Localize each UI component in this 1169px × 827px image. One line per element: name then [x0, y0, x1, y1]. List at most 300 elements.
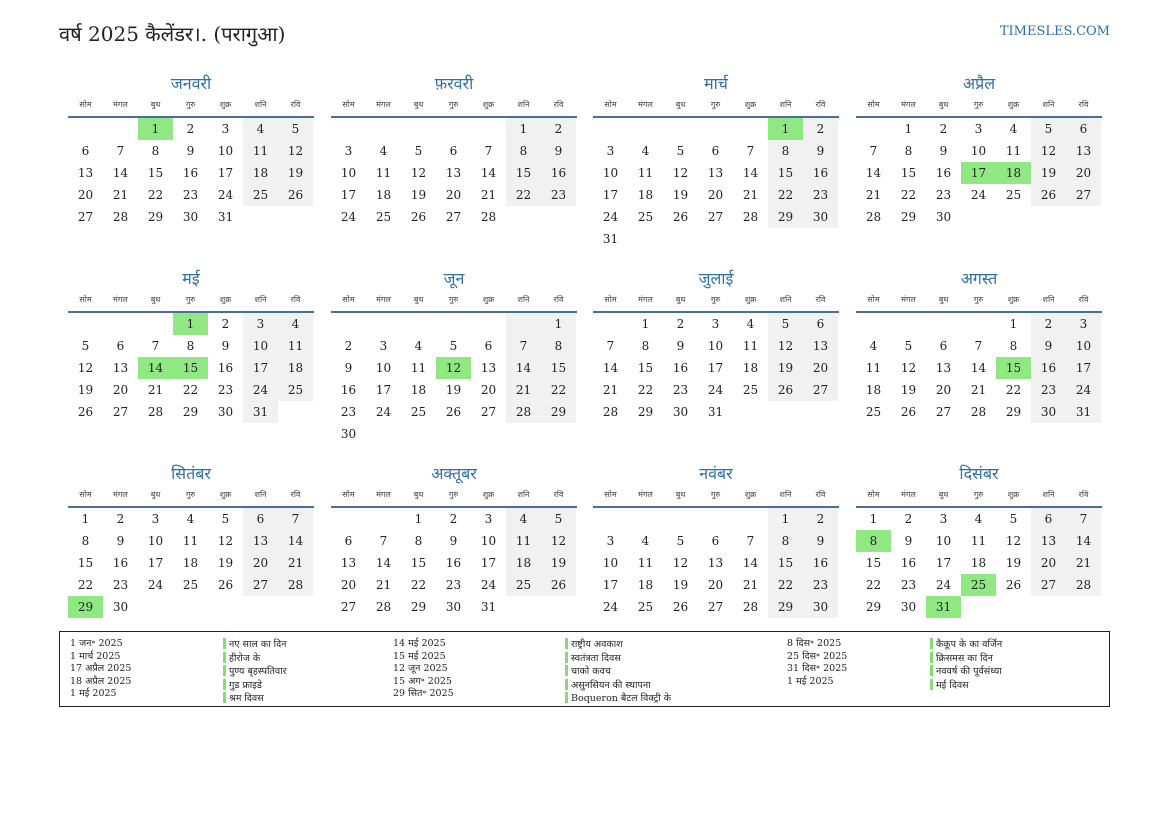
holiday-color-marker: [565, 692, 568, 703]
day-cell: 20: [707, 188, 724, 202]
day-cell: 30: [803, 596, 838, 618]
holiday-color-marker: [565, 665, 568, 676]
weekday-label: गुरु: [710, 100, 721, 109]
day-cell: 14: [375, 556, 392, 570]
weekday-label: शनि: [779, 100, 792, 109]
day-cell: 2: [221, 317, 230, 331]
day-cell: 22: [410, 578, 427, 592]
day-cell: 23: [803, 184, 838, 206]
legend-text: Boqueron बैटल विक्ट्री के: [571, 693, 672, 704]
month-block: [331, 462, 577, 618]
holiday-color-marker: [930, 638, 933, 649]
weekday-label: शनि: [1042, 295, 1055, 304]
day-cell: 8: [641, 339, 650, 353]
month-name: सितंबर: [171, 464, 211, 483]
day-cell: 28: [112, 210, 129, 224]
day-cell: 2: [1031, 313, 1066, 335]
day-grid: [68, 508, 314, 618]
day-cell: 13: [112, 361, 129, 375]
legend-text: 31 दिस॰ 2025: [787, 663, 848, 674]
day-cell: 12: [410, 166, 427, 180]
day-cell: 25: [961, 574, 996, 596]
site-link[interactable]: TIMESLES.COM: [999, 24, 1110, 39]
day-cell: 5: [1009, 512, 1018, 526]
day-cell: 18: [742, 361, 759, 375]
empty-cell: [103, 118, 138, 140]
day-cell: 22: [768, 574, 803, 596]
day-cell: 2: [904, 512, 913, 526]
empty-cell: [663, 508, 698, 530]
holiday-color-marker: [223, 679, 226, 690]
day-cell: 26: [900, 405, 917, 419]
day-cell: 29: [147, 210, 164, 224]
empty-cell: [733, 118, 768, 140]
holiday-color-marker: [565, 679, 568, 690]
day-cell: 19: [278, 162, 313, 184]
day-cell: 10: [602, 556, 619, 570]
weekday-label: मंगल: [376, 490, 391, 499]
day-cell: 23: [803, 574, 838, 596]
day-grid: [593, 118, 839, 250]
day-cell: 11: [865, 361, 882, 375]
day-cell: 20: [1031, 552, 1066, 574]
day-cell: 18: [996, 162, 1031, 184]
day-cell: 26: [410, 210, 427, 224]
day-cell: 26: [217, 578, 234, 592]
weekday-label: मंगल: [901, 100, 916, 109]
month-block: [68, 72, 314, 228]
day-cell: 29: [541, 401, 576, 423]
month-name: मई: [182, 269, 200, 288]
legend-text: 29 सित॰ 2025: [393, 688, 454, 699]
day-cell: 14: [506, 357, 541, 379]
weekday-label: शनि: [254, 100, 267, 109]
day-cell: 27: [707, 210, 724, 224]
legend-entry: [70, 676, 131, 689]
day-cell: 4: [506, 508, 541, 530]
day-cell: 27: [803, 379, 838, 401]
day-cell: 28: [970, 405, 987, 419]
legend-text: 25 दिस॰ 2025: [787, 650, 848, 662]
day-cell: 19: [541, 552, 576, 574]
day-cell: 15: [996, 357, 1031, 379]
weekday-label: शुक्र: [219, 295, 232, 304]
month-block: [856, 267, 1102, 423]
day-cell: 8: [541, 335, 576, 357]
holiday-color-marker: [223, 692, 226, 703]
day-cell: 6: [116, 339, 125, 353]
day-cell: 10: [935, 534, 952, 548]
day-cell: 28: [602, 405, 619, 419]
weekday-label: मंगल: [113, 295, 128, 304]
day-cell: 23: [217, 383, 234, 397]
day-cell: 22: [900, 188, 917, 202]
day-cell: 3: [1066, 313, 1101, 335]
day-cell: 28: [506, 401, 541, 423]
day-cell: 1: [506, 118, 541, 140]
weekday-label: गुरु: [710, 490, 721, 499]
day-cell: 10: [707, 339, 724, 353]
day-cell: 26: [672, 210, 689, 224]
day-cell: 25: [182, 578, 199, 592]
weekday-label: रवि: [1078, 100, 1089, 109]
day-cell: 6: [939, 339, 948, 353]
day-cell: 7: [606, 339, 615, 353]
day-cell: 2: [116, 512, 125, 526]
day-cell: 3: [606, 144, 615, 158]
day-cell: 5: [221, 512, 230, 526]
day-cell: 8: [1009, 339, 1018, 353]
day-cell: 31: [707, 405, 724, 419]
day-cell: 29: [900, 210, 917, 224]
day-cell: 15: [865, 556, 882, 570]
holiday-color-marker: [565, 652, 568, 663]
day-cell: 22: [506, 184, 541, 206]
day-cell: 17: [602, 578, 619, 592]
day-cell: 11: [742, 339, 759, 353]
empty-cell: [471, 118, 506, 140]
day-cell: 20: [340, 578, 357, 592]
day-cell: 21: [1066, 552, 1101, 574]
day-cell: 2: [803, 508, 838, 530]
day-cell: 4: [974, 512, 983, 526]
day-cell: 31: [480, 600, 497, 614]
day-cell: 17: [340, 188, 357, 202]
day-cell: 4: [641, 144, 650, 158]
day-cell: 8: [768, 530, 803, 552]
day-cell: 13: [445, 166, 462, 180]
day-cell: 18: [637, 578, 654, 592]
day-cell: 24: [1066, 379, 1101, 401]
legend-names-3: [930, 638, 1002, 692]
weekday-label: रवि: [290, 100, 301, 109]
weekday-label: बुध: [413, 295, 424, 304]
empty-cell: [663, 118, 698, 140]
day-cell: 18: [410, 383, 427, 397]
day-cell: 5: [278, 118, 313, 140]
day-cell: 20: [445, 188, 462, 202]
day-cell: 11: [637, 556, 654, 570]
weekday-label: शुक्र: [482, 295, 495, 304]
day-cell: 8: [856, 530, 891, 552]
legend-dates-1: [70, 638, 131, 701]
month-block: [856, 72, 1102, 228]
day-cell: 27: [1031, 574, 1066, 596]
weekday-label: मंगल: [638, 100, 653, 109]
day-cell: 13: [340, 556, 357, 570]
day-cell: 19: [445, 383, 462, 397]
day-cell: 11: [410, 361, 427, 375]
legend-entry: [70, 688, 131, 701]
month-block: [593, 267, 839, 423]
day-grid: [68, 313, 314, 423]
day-cell: 13: [803, 335, 838, 357]
day-cell: 29: [865, 600, 882, 614]
day-cell: 10: [375, 361, 392, 375]
legend-text: 18 अप्रैल 2025: [70, 675, 132, 687]
day-cell: 8: [414, 534, 423, 548]
day-cell: 3: [484, 512, 493, 526]
legend-entry: [930, 679, 1002, 693]
day-cell: 30: [672, 405, 689, 419]
day-cell: 4: [869, 339, 878, 353]
empty-cell: [733, 508, 768, 530]
day-cell: 3: [606, 534, 615, 548]
day-cell: 6: [344, 534, 353, 548]
day-cell: 17: [217, 166, 234, 180]
weekday-label: मंगल: [376, 100, 391, 109]
day-cell: 12: [672, 166, 689, 180]
day-cell: 29: [768, 596, 803, 618]
day-cell: 30: [112, 600, 129, 614]
day-cell: 13: [935, 361, 952, 375]
weekday-label: रवि: [290, 295, 301, 304]
day-cell: 5: [676, 144, 685, 158]
day-cell: 5: [414, 144, 423, 158]
legend-text: क्रिसमस का दिन: [936, 652, 993, 664]
day-cell: 1: [414, 512, 423, 526]
day-cell: 15: [637, 361, 654, 375]
day-cell: 17: [935, 556, 952, 570]
day-cell: 23: [1031, 379, 1066, 401]
day-cell: 15: [506, 162, 541, 184]
month-block: [331, 267, 577, 445]
day-cell: 19: [410, 188, 427, 202]
day-cell: 26: [768, 379, 803, 401]
day-cell: 18: [278, 357, 313, 379]
day-grid: [593, 313, 839, 423]
day-cell: 2: [803, 118, 838, 140]
weekday-header: [593, 486, 839, 508]
day-cell: 31: [926, 596, 961, 618]
day-cell: 31: [602, 232, 619, 246]
day-cell: 25: [637, 210, 654, 224]
empty-cell: [628, 508, 663, 530]
weekday-label: बुध: [938, 100, 949, 109]
empty-cell: [698, 118, 733, 140]
day-cell: 9: [449, 534, 458, 548]
day-cell: 12: [217, 534, 234, 548]
day-cell: 4: [414, 339, 423, 353]
day-cell: 7: [869, 144, 878, 158]
day-cell: 24: [217, 188, 234, 202]
legend-entry: [565, 679, 671, 693]
day-cell: 14: [112, 166, 129, 180]
day-cell: 9: [221, 339, 230, 353]
day-cell: 16: [935, 166, 952, 180]
day-cell: 2: [449, 512, 458, 526]
weekday-label: रवि: [553, 295, 564, 304]
day-cell: 25: [1005, 188, 1022, 202]
weekday-label: शुक्र: [1007, 295, 1020, 304]
weekday-label: गुरु: [973, 490, 984, 499]
day-cell: 1: [81, 512, 90, 526]
day-cell: 21: [480, 188, 497, 202]
day-cell: 11: [637, 166, 654, 180]
weekday-label: शनि: [254, 295, 267, 304]
day-cell: 15: [410, 556, 427, 570]
day-cell: 10: [1066, 335, 1101, 357]
weekday-label: गुरु: [973, 100, 984, 109]
legend-entry: [70, 651, 131, 664]
day-cell: 14: [278, 530, 313, 552]
day-cell: 27: [935, 405, 952, 419]
weekday-label: शनि: [1042, 490, 1055, 499]
day-cell: 26: [278, 184, 313, 206]
weekday-label: मंगल: [901, 295, 916, 304]
legend-text: 12 जून 2025: [393, 663, 448, 674]
day-cell: 3: [243, 313, 278, 335]
empty-cell: [331, 313, 366, 335]
day-cell: 24: [707, 383, 724, 397]
day-cell: 18: [506, 552, 541, 574]
weekday-label: शनि: [517, 295, 530, 304]
day-cell: 12: [278, 140, 313, 162]
day-cell: 30: [803, 206, 838, 228]
day-cell: 30: [900, 600, 917, 614]
weekday-label: सोम: [79, 100, 92, 109]
day-cell: 25: [637, 600, 654, 614]
day-cell: 24: [480, 578, 497, 592]
day-cell: 3: [221, 122, 230, 136]
day-cell: 14: [742, 556, 759, 570]
day-cell: 20: [1066, 162, 1101, 184]
day-cell: 8: [768, 140, 803, 162]
day-cell: 28: [278, 574, 313, 596]
day-cell: 24: [147, 578, 164, 592]
day-cell: 5: [81, 339, 90, 353]
day-cell: 7: [278, 508, 313, 530]
holiday-color-marker: [930, 679, 933, 690]
holiday-legend: [59, 631, 1110, 707]
day-cell: 28: [480, 210, 497, 224]
day-cell: 28: [742, 600, 759, 614]
day-cell: 19: [1031, 162, 1066, 184]
day-cell: 27: [77, 210, 94, 224]
day-cell: 21: [970, 383, 987, 397]
weekday-label: गुरु: [448, 490, 459, 499]
weekday-label: शनि: [517, 490, 530, 499]
legend-dates-3: [787, 638, 847, 688]
weekday-label: मंगल: [113, 490, 128, 499]
day-cell: 1: [904, 122, 913, 136]
weekday-header: [593, 96, 839, 118]
weekday-label: शुक्र: [219, 100, 232, 109]
day-cell: 16: [1031, 357, 1066, 379]
legend-entry: [393, 663, 454, 676]
day-cell: 3: [379, 339, 388, 353]
weekday-label: शुक्र: [744, 490, 757, 499]
day-grid: [593, 508, 839, 618]
weekday-header: [68, 291, 314, 313]
day-cell: 29: [768, 206, 803, 228]
day-cell: 24: [243, 379, 278, 401]
day-cell: 13: [243, 530, 278, 552]
legend-entry: [393, 688, 454, 701]
weekday-header: [331, 486, 577, 508]
day-cell: 6: [803, 313, 838, 335]
day-cell: 24: [602, 600, 619, 614]
legend-entry: [223, 692, 287, 706]
day-cell: 6: [81, 144, 90, 158]
day-cell: 20: [112, 383, 129, 397]
weekday-header: [331, 96, 577, 118]
day-cell: 6: [449, 144, 458, 158]
day-cell: 3: [711, 317, 720, 331]
day-cell: 30: [445, 600, 462, 614]
weekday-label: गुरु: [185, 100, 196, 109]
day-cell: 22: [637, 383, 654, 397]
day-cell: 30: [935, 210, 952, 224]
day-cell: 7: [746, 144, 755, 158]
weekday-label: सोम: [604, 295, 617, 304]
weekday-label: सोम: [79, 490, 92, 499]
day-cell: 7: [506, 335, 541, 357]
day-cell: 3: [151, 512, 160, 526]
day-cell: 24: [340, 210, 357, 224]
weekday-label: सोम: [867, 295, 880, 304]
day-cell: 10: [340, 166, 357, 180]
day-cell: 16: [445, 556, 462, 570]
weekday-label: रवि: [815, 295, 826, 304]
empty-cell: [366, 508, 401, 530]
legend-text: 1 मई 2025: [70, 688, 117, 699]
weekday-header: [68, 96, 314, 118]
day-cell: 26: [541, 574, 576, 596]
day-cell: 12: [541, 530, 576, 552]
day-cell: 23: [672, 383, 689, 397]
day-cell: 11: [182, 534, 199, 548]
weekday-header: [331, 291, 577, 313]
legend-text: कैकूप के का वर्जिन: [936, 639, 1003, 650]
day-grid: [856, 508, 1102, 618]
weekday-header: [856, 486, 1102, 508]
day-cell: 18: [182, 556, 199, 570]
day-cell: 2: [344, 339, 353, 353]
weekday-label: शुक्र: [1007, 490, 1020, 499]
day-cell: 1: [768, 508, 803, 530]
day-cell: 19: [77, 383, 94, 397]
weekday-label: रवि: [553, 490, 564, 499]
day-cell: 7: [379, 534, 388, 548]
holiday-color-marker: [565, 638, 568, 649]
day-cell: 19: [900, 383, 917, 397]
weekday-label: शनि: [517, 100, 530, 109]
day-cell: 24: [935, 578, 952, 592]
weekday-label: बुध: [675, 295, 686, 304]
weekday-label: गुरु: [710, 295, 721, 304]
day-cell: 27: [707, 600, 724, 614]
day-cell: 11: [1005, 144, 1022, 158]
day-cell: 8: [904, 144, 913, 158]
month-name: अगस्त: [960, 269, 998, 288]
legend-entry: [787, 651, 847, 664]
legend-entry: [565, 665, 671, 679]
legend-entry: [223, 638, 287, 652]
weekday-label: गुरु: [448, 100, 459, 109]
day-cell: 17: [375, 383, 392, 397]
day-cell: 10: [970, 144, 987, 158]
day-cell: 30: [340, 427, 357, 441]
day-cell: 4: [243, 118, 278, 140]
legend-entry: [223, 665, 287, 679]
weekday-header: [68, 486, 314, 508]
empty-cell: [331, 508, 366, 530]
legend-entry: [223, 679, 287, 693]
legend-text: पुण्य बृहस्पतिवार: [229, 666, 287, 677]
day-cell: 21: [278, 552, 313, 574]
day-cell: 10: [480, 534, 497, 548]
